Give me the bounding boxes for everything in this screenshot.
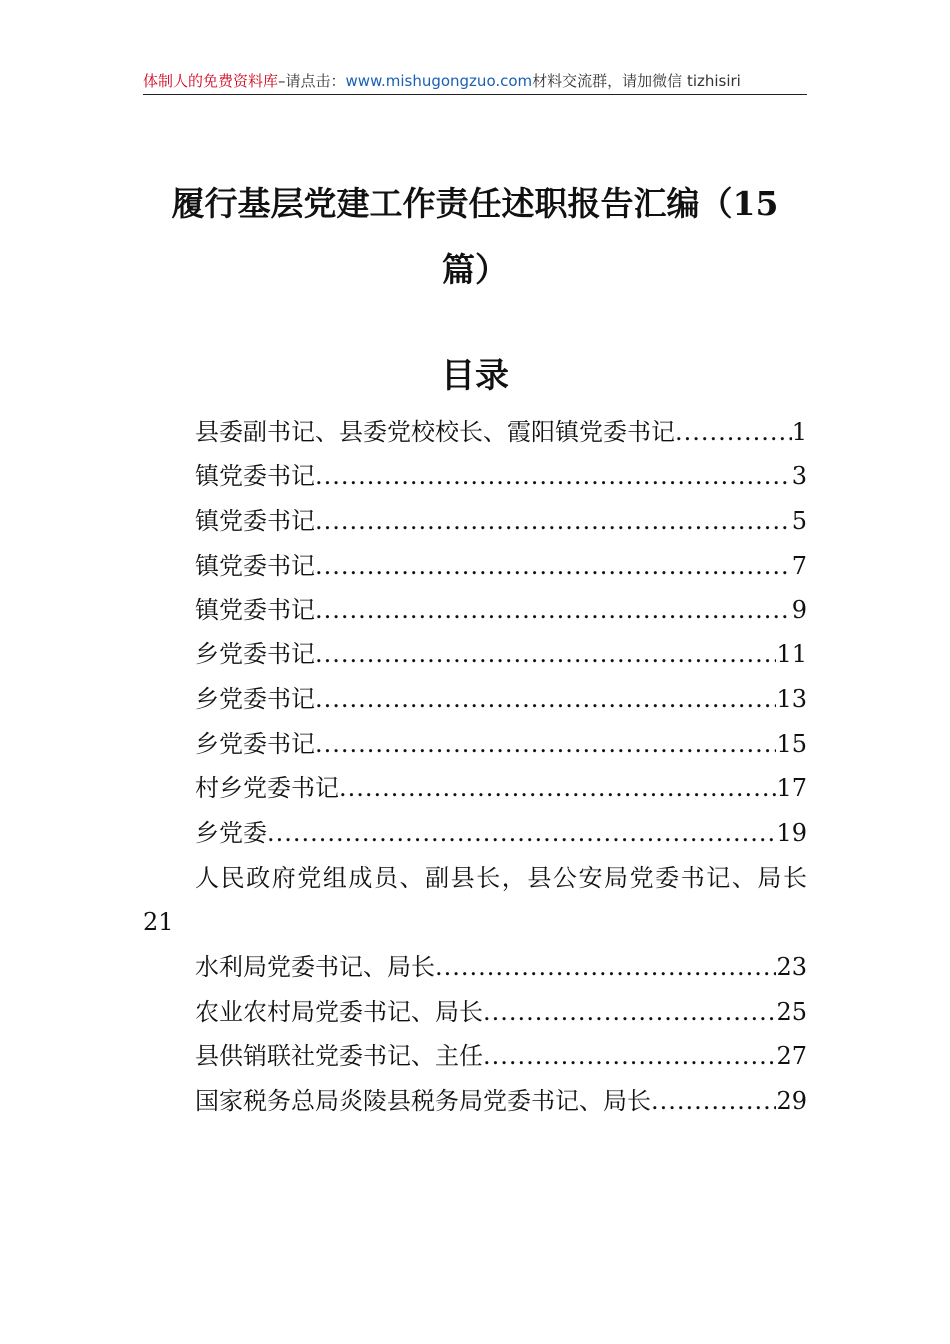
- toc-item[interactable]: [195, 416, 807, 448]
- toc-item[interactable]: [195, 460, 807, 492]
- toc-item-page: 7: [791, 552, 807, 580]
- toc-item-page: 11: [776, 640, 807, 668]
- toc-item-label: 镇党委书记: [195, 552, 315, 580]
- toc-item-label: 乡党委: [195, 819, 267, 847]
- toc-item-page: 19: [776, 819, 807, 847]
- toc-item-label: 村乡党委书记: [195, 774, 339, 802]
- header-url-link[interactable]: www.mishugongzuo.com: [345, 72, 533, 90]
- toc-item-label: 人民政府党组成员、副县长，县公安局党委书记、局长: [195, 864, 807, 892]
- toc-item-page: 25: [776, 998, 807, 1026]
- toc-item-page: 1: [791, 418, 807, 446]
- toc-item[interactable]: [195, 1085, 807, 1117]
- toc-item-page: 13: [776, 685, 807, 713]
- toc-item-label: 县委副书记、县委党校校长、霞阳镇党委书记: [195, 418, 675, 446]
- toc-leader-dots: [651, 1085, 776, 1117]
- toc-leader-dots: [315, 683, 776, 715]
- toc-item-label: 县供销联社党委书记、主任: [195, 1042, 483, 1070]
- toc-item[interactable]: [195, 550, 807, 582]
- toc-leader-dots: [483, 1040, 776, 1072]
- toc-item-label: 镇党委书记: [195, 507, 315, 535]
- toc-item-page: 27: [776, 1042, 807, 1070]
- header-prompt: –请点击：: [278, 72, 346, 90]
- toc-item[interactable]: [195, 1040, 807, 1072]
- toc-item-label: 乡党委书记: [195, 685, 315, 713]
- toc-item-page: 3: [791, 462, 807, 490]
- toc-item-label: 乡党委书记: [195, 730, 315, 758]
- toc-item-page: 9: [791, 596, 807, 624]
- toc-item-page: 21: [143, 908, 174, 936]
- toc-item[interactable]: [195, 996, 807, 1028]
- toc-leader-dots: [483, 996, 776, 1028]
- toc-leader-dots: [315, 638, 776, 670]
- page-header: [143, 70, 807, 95]
- toc-item-label: 国家税务总局炎陵县税务局党委书记、局长: [195, 1087, 651, 1115]
- toc-item[interactable]: [195, 772, 807, 804]
- toc-item-label: 乡党委书记: [195, 640, 315, 668]
- toc-item-page: 5: [791, 507, 807, 535]
- document-title-line-2: 篇）: [442, 250, 508, 289]
- toc-heading: 目录: [441, 356, 509, 396]
- toc-item[interactable]: [195, 638, 807, 670]
- toc-item-label: 镇党委书记: [195, 462, 315, 490]
- toc-item-label: 水利局党委书记、局长: [195, 953, 435, 981]
- toc-item-page: 23: [776, 953, 807, 981]
- toc-leader-dots: [315, 728, 776, 760]
- toc-item[interactable]: [195, 817, 807, 849]
- document-title-line-1: 履行基层党建工作责任述职报告汇编（15: [171, 184, 779, 223]
- toc-leader-dots: [315, 505, 792, 537]
- toc-item[interactable]: [195, 728, 807, 760]
- toc-leader-dots: [267, 817, 776, 849]
- toc-leader-dots: [675, 416, 792, 448]
- toc-item-label: 镇党委书记: [195, 596, 315, 624]
- toc-item[interactable]: [195, 505, 807, 537]
- toc-item[interactable]: [195, 951, 807, 983]
- toc-leader-dots: [315, 460, 792, 492]
- toc-leader-dots: [435, 951, 776, 983]
- toc-leader-dots: [339, 772, 776, 804]
- toc-item-label: 农业农村局党委书记、局长: [195, 998, 483, 1026]
- toc-item-page: 29: [776, 1087, 807, 1115]
- toc-leader-dots: [315, 550, 792, 582]
- toc-item-page: 17: [776, 774, 807, 802]
- toc-leader-dots: [315, 594, 792, 626]
- toc-item-page: 15: [776, 730, 807, 758]
- header-tail: 材料交流群，请加微信 tizhisiri: [532, 72, 741, 90]
- header-brand: 体制人的免费资料库: [143, 72, 279, 90]
- toc-item[interactable]: [195, 683, 807, 715]
- toc-item[interactable]: [195, 594, 807, 626]
